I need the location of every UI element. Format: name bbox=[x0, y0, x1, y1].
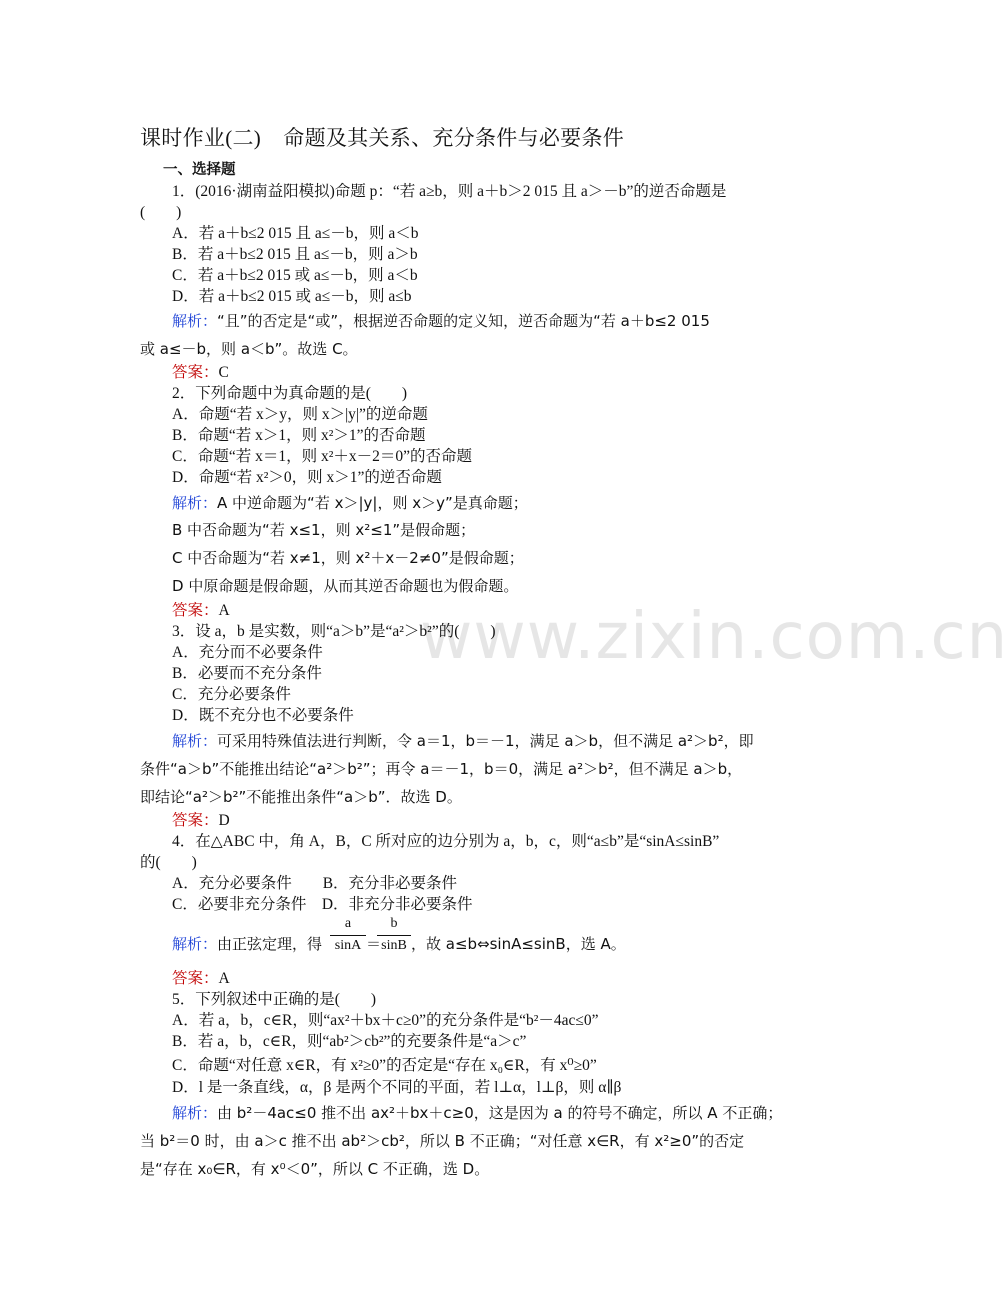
page-title: 课时作业(二) 命题及其关系、充分条件与必要条件 bbox=[140, 126, 625, 150]
question-2-analysis-b: B 中否命题为“若 x≤1，则 x²≤1”是假命题； bbox=[172, 521, 476, 539]
answer-value: C bbox=[218, 364, 229, 381]
question-2-stem: 2．下列命题中为真命题的是( ) bbox=[172, 385, 408, 402]
analysis-text: “且”的否定是“或”，根据逆否命题的定义知，逆否命题为“若 a＋b≤2 015 bbox=[217, 312, 710, 330]
analysis-label: 解析： bbox=[172, 732, 218, 750]
question-1-analysis bbox=[172, 311, 710, 331]
question-1-option-b: B．若 a＋b≤2 015 且 a≤－b，则 a＞b bbox=[172, 246, 418, 263]
analysis-label: 解析： bbox=[172, 935, 218, 953]
question-4-stem: 4．在△ABC 中，角 A，B，C 所对应的边分别为 a，b，c，则“a≤b”是“sinA≤sinB” bbox=[172, 833, 720, 850]
question-4-answer bbox=[172, 968, 230, 989]
question-2-option-a: A．命题“若 x＞y，则 x＞|y|”的逆命题 bbox=[172, 406, 428, 423]
analysis-label: 解析： bbox=[172, 312, 218, 330]
analysis-label: 解析： bbox=[172, 1104, 218, 1122]
question-2-answer bbox=[172, 600, 230, 621]
analysis-text: 由 b²－4ac≤0 推不出 ax²＋bx＋c≥0，这是因为 a 的符号不确定，所以 A 不正确； bbox=[217, 1104, 783, 1122]
analysis-label: 解析： bbox=[172, 494, 218, 512]
fraction-a-over-sinA bbox=[330, 916, 366, 954]
question-1-option-a: A．若 a＋b≤2 015 且 a≤－b，则 a＜b bbox=[172, 225, 419, 242]
answer-label: 答案： bbox=[172, 811, 219, 829]
question-4-analysis-cont: ，故 a≤b⇔sinA≤sinB，选 A。 bbox=[411, 935, 626, 953]
question-3-analysis-cont1: 条件“a＞b”不能推出结论“a²＞b²”；再令 a＝－1，b＝0，满足 a²＞b²，但不满足 a＞b， bbox=[140, 760, 743, 778]
answer-value: D bbox=[218, 812, 230, 829]
question-2-option-d: D．命题“若 x²＞0，则 x＞1”的逆否命题 bbox=[172, 469, 442, 486]
question-3-analysis-cont2: 即结论“a²＞b²”不能推出条件“a＞b”．故选 D。 bbox=[140, 788, 462, 806]
question-1-stem: 1．(2016·湖南益阳模拟)命题 p：“若 a≥b，则 a＋b＞2 015 且 a＞－b”的逆否命题是 bbox=[172, 183, 727, 200]
answer-label: 答案： bbox=[172, 601, 219, 619]
fraction-denominator: sinB bbox=[381, 938, 407, 953]
question-2-option-b: B．命题“若 x＞1，则 x²＞1”的否命题 bbox=[172, 427, 426, 444]
question-5-option-a: A．若 a，b，c∈R，则“ax²＋bx＋c≥0”的充分条件是“b²－4ac≤0” bbox=[172, 1012, 599, 1029]
question-3-answer bbox=[172, 810, 230, 831]
question-2-analysis-c: C 中否命题为“若 x≠1，则 x²＋x－2≠0”是假命题； bbox=[172, 549, 524, 567]
question-3-option-d: D．既不充分也不必要条件 bbox=[172, 707, 354, 724]
question-5-stem: 5．下列叙述中正确的是( ) bbox=[172, 991, 377, 1008]
analysis-text: 可采用特殊值法进行判断，令 a＝1，b＝－1，满足 a＞b，但不满足 a²＞b²，即 bbox=[217, 732, 754, 750]
question-1-analysis-cont: 或 a≤－b，则 a＜b”。故选 C。 bbox=[140, 340, 358, 358]
analysis-text: A 中逆命题为“若 x＞|y|，则 x＞y”是真命题； bbox=[217, 494, 528, 512]
question-4-options-cd: C．必要非充分条件 D．非充分非必要条件 bbox=[172, 896, 473, 913]
question-3-analysis bbox=[172, 731, 754, 751]
fraction-numerator: a bbox=[344, 916, 352, 931]
question-5-analysis-cont2: 是“存在 x₀∈R，有 x⁰＜0”，所以 C 不正确，选 D。 bbox=[140, 1160, 490, 1178]
section-heading: 一、选择题 bbox=[163, 162, 236, 178]
answer-value: A bbox=[218, 602, 230, 619]
question-1-answer bbox=[172, 362, 229, 383]
question-4-paren: 的( ) bbox=[140, 854, 197, 871]
question-2-option-c: C．命题“若 x＝1，则 x²＋x－2＝0”的否命题 bbox=[172, 448, 472, 465]
equals-sign: ＝ bbox=[366, 935, 382, 953]
question-1-option-c: C．若 a＋b≤2 015 或 a≤－b，则 a＜b bbox=[172, 267, 418, 284]
question-1-paren: ( ) bbox=[140, 204, 182, 221]
question-3-stem: 3．设 a，b 是实数，则“a＞b”是“a²＞b²”的( ) bbox=[172, 623, 496, 640]
answer-label: 答案： bbox=[172, 969, 219, 987]
question-4-analysis bbox=[172, 934, 322, 954]
question-3-option-c: C．充分必要条件 bbox=[172, 686, 291, 703]
question-5-analysis bbox=[172, 1103, 782, 1123]
fraction-bar bbox=[330, 935, 366, 936]
fraction-numerator: b bbox=[390, 916, 398, 931]
answer-label: 答案： bbox=[172, 363, 219, 381]
question-5-option-b: B．若 a，b，c∈R，则“ab²＞cb²”的充要条件是“a＞c” bbox=[172, 1033, 527, 1050]
question-4-options-ab: A．充分必要条件 B．充分非必要条件 bbox=[172, 875, 458, 892]
question-2-analysis-d: D 中原命题是假命题，从而其逆否命题也为假命题。 bbox=[172, 577, 519, 595]
question-3-option-a: A．充分而不必要条件 bbox=[172, 644, 323, 661]
question-5-analysis-cont1: 当 b²＝0 时，由 a＞c 推不出 ab²＞cb²，所以 B 不正确；“对任意 x∈R，有 x²≥0”的否定 bbox=[140, 1132, 745, 1150]
question-1-option-d: D．若 a＋b≤2 015 或 a≤－b，则 a≤b bbox=[172, 288, 412, 305]
watermark: www.zixin.com.cn bbox=[420, 600, 1008, 674]
analysis-text: 由正弦定理，得 bbox=[217, 935, 323, 953]
fraction-denominator: sinA bbox=[334, 938, 362, 953]
question-2-analysis bbox=[172, 493, 528, 513]
question-5-option-d: D．l 是一条直线，α，β 是两个不同的平面，若 l⊥α，l⊥β，则 α∥β bbox=[172, 1079, 622, 1096]
question-3-option-b: B．必要而不充分条件 bbox=[172, 665, 322, 682]
answer-value: A bbox=[218, 970, 230, 987]
fraction-bar bbox=[377, 935, 411, 936]
fraction-b-over-sinB bbox=[377, 916, 411, 954]
question-5-option-c: C．命题“对任意 x∈R，有 x²≥0”的否定是“存在 x₀∈R，有 x⁰≥0” bbox=[172, 1057, 597, 1074]
